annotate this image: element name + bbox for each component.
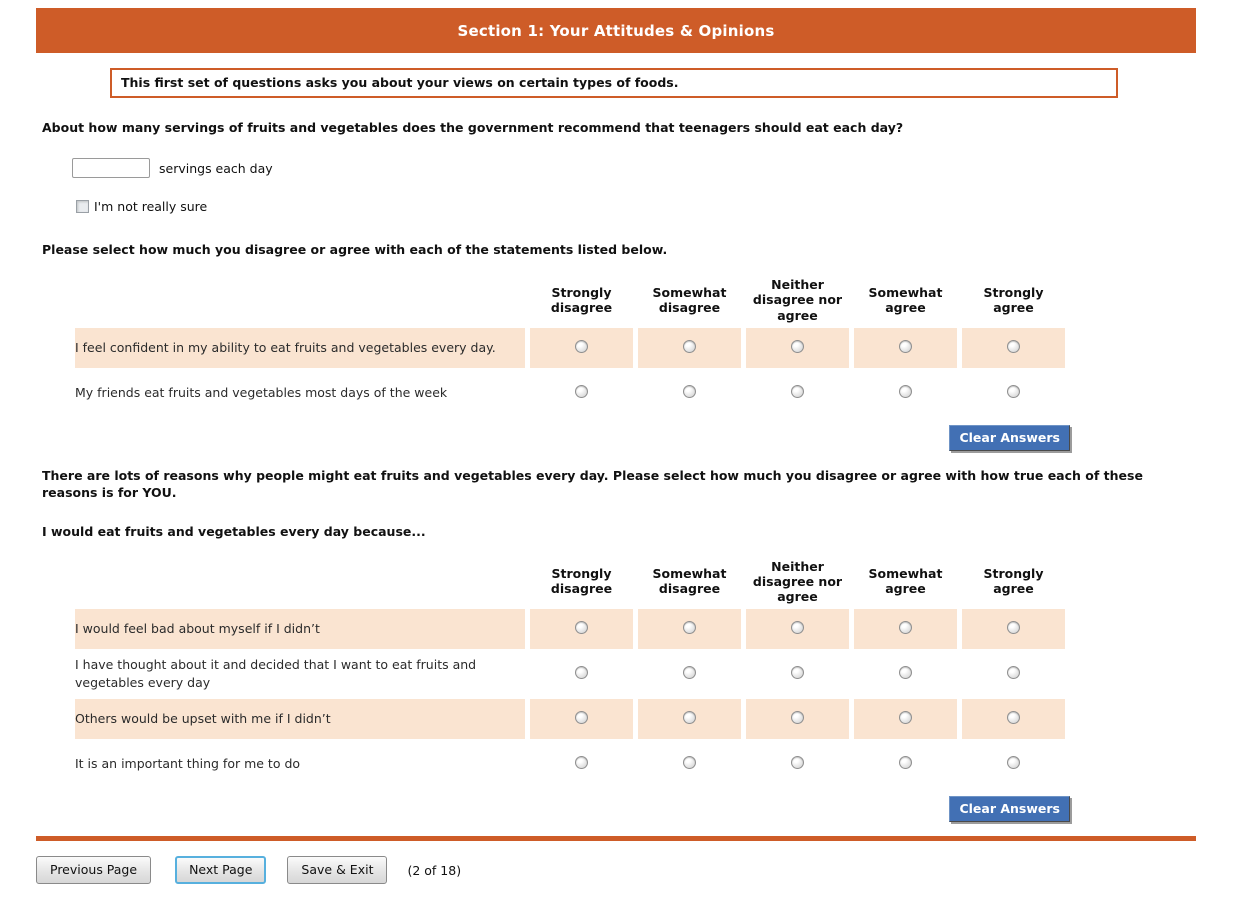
radio-neither[interactable] [791,385,804,398]
table-row [75,699,1065,739]
radio-somewhat-agree[interactable] [899,666,912,679]
previous-page-button[interactable]: Previous Page [36,856,151,884]
clear-answers-row-1 [0,425,1070,451]
column-header-neither: Neither disagree nor agree [752,558,843,604]
statement-label: I have thought about it and decided that I want to eat fruits and vegetables every day [75,654,525,694]
next-page-button[interactable]: Next Page [175,856,266,884]
column-header-strongly-disagree: Strongly disagree [550,566,613,597]
radio-strongly-disagree[interactable] [575,756,588,769]
section-header-bar [36,8,1196,53]
radio-somewhat-agree[interactable] [899,756,912,769]
likert-header-row [75,277,1065,323]
footer-divider [36,836,1196,841]
column-header-strongly-disagree: Strongly disagree [550,284,613,315]
radio-strongly-disagree[interactable] [575,385,588,398]
radio-strongly-disagree[interactable] [575,666,588,679]
radio-strongly-disagree[interactable] [575,711,588,724]
radio-strongly-agree[interactable] [1007,666,1020,679]
page-title: Section 1: Your Attitudes & Opinions [457,21,775,40]
table-row [75,373,1065,413]
statement-label: I would feel bad about myself if I didn’t [75,609,525,649]
radio-somewhat-agree[interactable] [899,711,912,724]
table1-intro: Please select how much you disagree or agree with each of the statements listed below. [42,242,668,257]
radio-somewhat-agree[interactable] [899,385,912,398]
radio-neither[interactable] [791,711,804,724]
radio-somewhat-agree[interactable] [899,621,912,634]
clear-answers-button[interactable]: Clear Answers [949,425,1070,451]
radio-strongly-disagree[interactable] [575,340,588,353]
save-exit-button[interactable]: Save & Exit [287,856,387,884]
radio-neither[interactable] [791,340,804,353]
table-row [75,328,1065,368]
column-header-somewhat-agree: Somewhat agree [868,566,943,597]
clear-answers-row-2 [0,796,1070,822]
column-header-somewhat-disagree: Somewhat disagree [652,566,727,597]
servings-answer-row [72,158,1244,178]
statement-label: I feel confident in my ability to eat fruits and vegetables every day. [75,328,525,368]
radio-somewhat-disagree[interactable] [683,756,696,769]
radio-somewhat-disagree[interactable] [683,711,696,724]
likert-table-1 [70,272,1070,418]
column-header-strongly-agree: Strongly agree [983,284,1044,315]
radio-strongly-agree[interactable] [1007,385,1020,398]
statement-label: My friends eat fruits and vegetables most days of the week [75,373,525,413]
reasons-paragraph: There are lots of reasons why people might eat fruits and vegetables every day. Please select how much you disagree or agree with how true each of these reasons is for YOU. [42,467,1143,500]
reasons-lead-in: I would eat fruits and vegetables every day because... [42,523,426,539]
radio-strongly-agree[interactable] [1007,340,1020,353]
radio-strongly-agree[interactable] [1007,756,1020,769]
radio-somewhat-disagree[interactable] [683,340,696,353]
instruction-box [110,68,1118,98]
radio-strongly-disagree[interactable] [575,621,588,634]
radio-somewhat-disagree[interactable] [683,666,696,679]
likert-header-row [75,559,1065,605]
page-indicator: (2 of 18) [407,862,462,878]
instruction-text: This first set of questions asks you about your views on certain types of foods. [121,75,679,90]
servings-question-text: About how many servings of fruits and vegetables does the government recommend that teenagers should eat each day? [42,120,904,135]
likert-table-2 [70,554,1070,790]
column-header-neither: Neither disagree nor agree [752,277,843,323]
column-header-somewhat-disagree: Somewhat disagree [652,284,727,315]
radio-somewhat-agree[interactable] [899,340,912,353]
table-row [75,654,1065,694]
not-sure-checkbox[interactable] [76,200,89,213]
radio-neither[interactable] [791,666,804,679]
not-sure-checkbox-label: I'm not really sure [94,199,208,214]
column-header-strongly-agree: Strongly agree [983,566,1044,597]
footer-nav [36,856,1244,884]
radio-strongly-agree[interactable] [1007,621,1020,634]
statement-label: It is an important thing for me to do [75,744,525,784]
column-header-somewhat-agree: Somewhat agree [868,284,943,315]
not-sure-row [76,199,1244,214]
radio-neither[interactable] [791,621,804,634]
radio-somewhat-disagree[interactable] [683,385,696,398]
table-row [75,744,1065,784]
servings-input[interactable] [72,158,150,178]
servings-input-suffix: servings each day [159,160,273,176]
table-row [75,609,1065,649]
clear-answers-button[interactable]: Clear Answers [949,796,1070,822]
statement-label: Others would be upset with me if I didn’t [75,699,525,739]
radio-strongly-agree[interactable] [1007,711,1020,724]
radio-neither[interactable] [791,756,804,769]
radio-somewhat-disagree[interactable] [683,621,696,634]
